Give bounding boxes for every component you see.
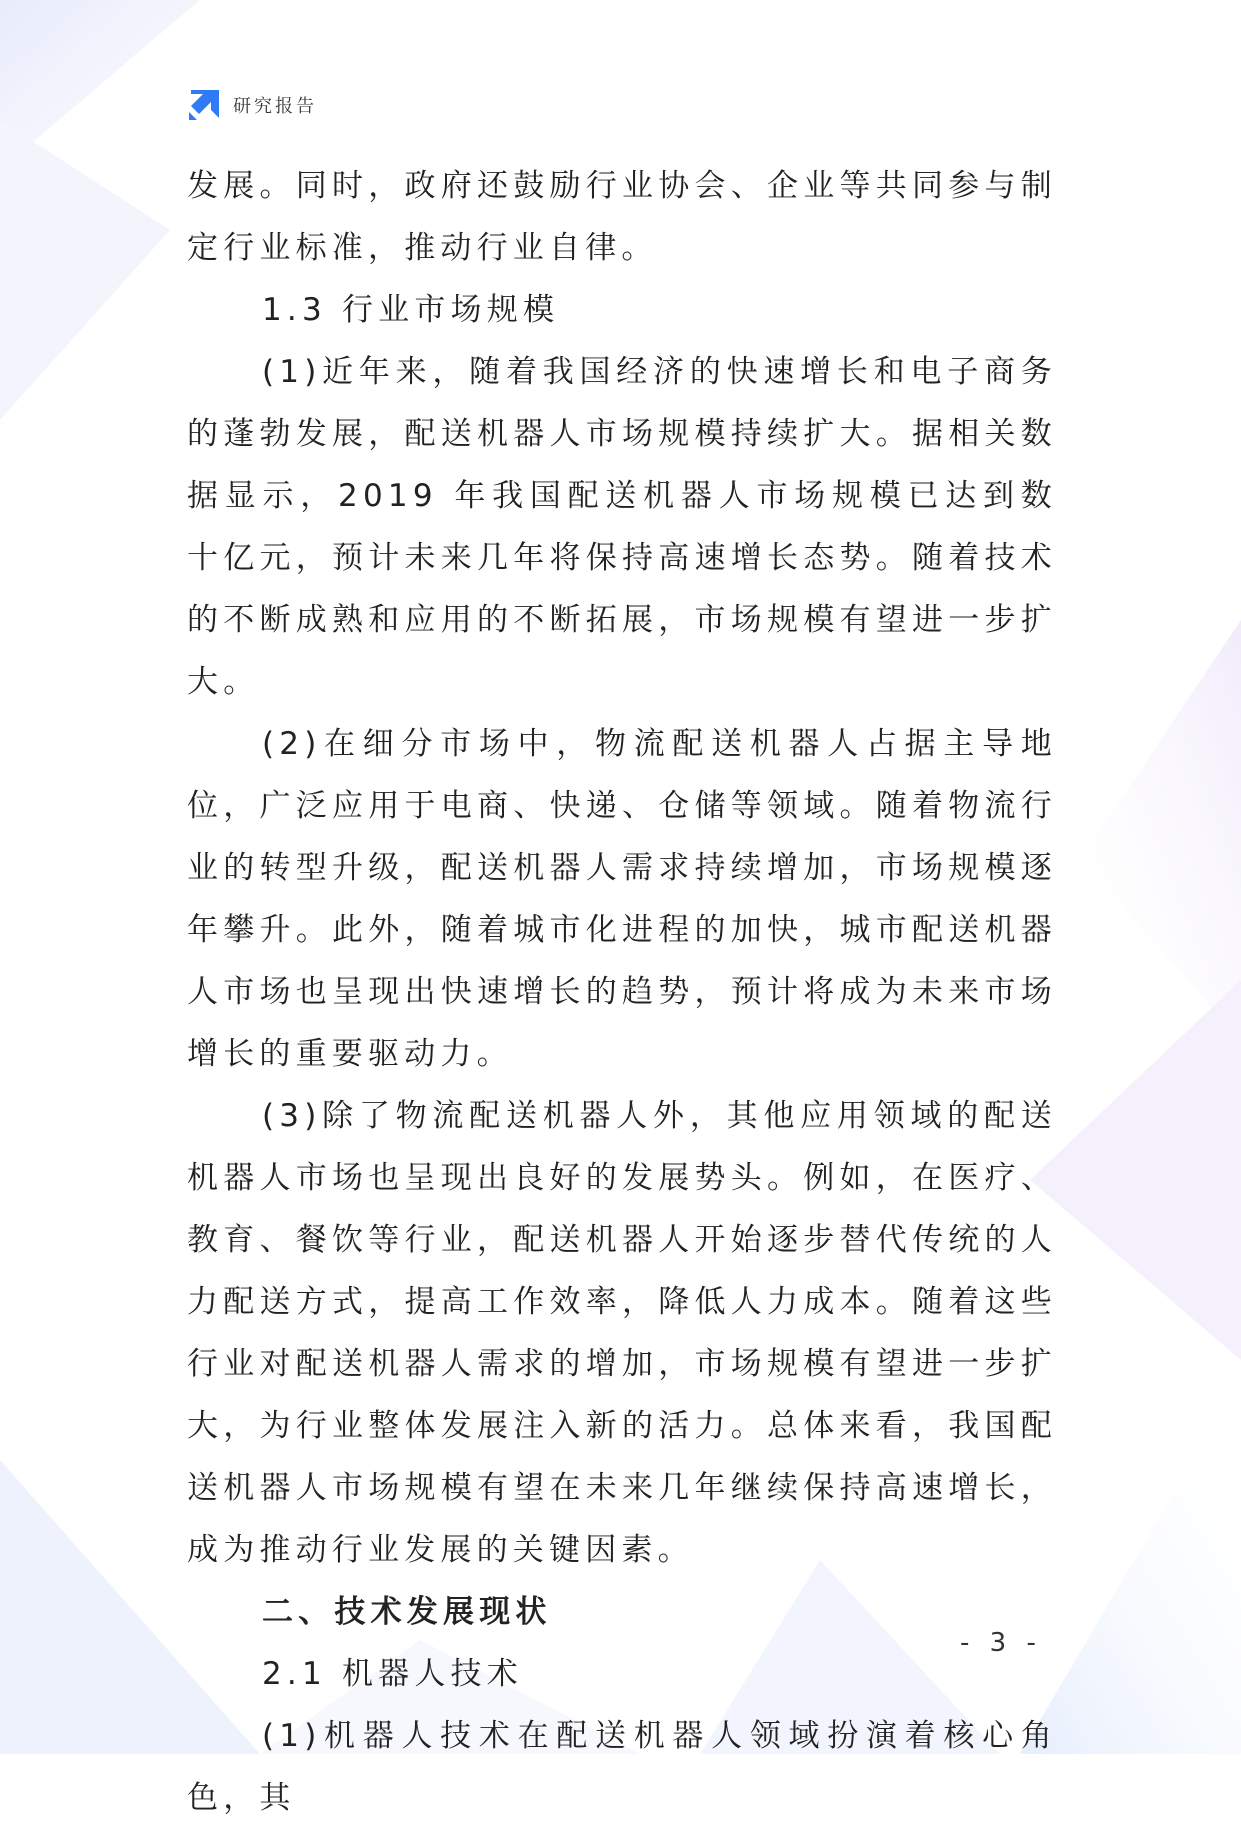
continued-paragraph: 发展。同时，政府还鼓励行业协会、企业等共同参与制定行业标准，推动行业自律。 xyxy=(187,168,1057,266)
section-heading-2-1: 2.1 机器人技术 xyxy=(262,1656,523,1692)
chapter-heading-2: 二、技术发展现状 xyxy=(262,1594,552,1630)
page-number: - 3 - xyxy=(960,1628,1042,1658)
paragraph-2: (2)在细分市场中，物流配送机器人占据主导地位，广泛应用于电商、快递、仓储等领域。随着物流行业的转型升级，配送机器人需求持续增加，市场规模逐年攀升。此外，随着城市化进程的加快，城市配送机器人市场也呈现出快速增长的趋势，预计将成为未来市场增长的重要驱动力。 xyxy=(187,726,1057,1072)
paragraph-1: (1)近年来，随着我国经济的快速增长和电子商务的蓬勃发展，配送机器人市场规模持续扩大。据相关数据显示，2019 年我国配送机器人市场规模已达到数十亿元，预计未来几年将保持高速增长态势。随着技术的不断成熟和应用的不断拓展，市场规模有望进一步扩大。 xyxy=(187,354,1057,700)
report-header xyxy=(187,88,317,122)
document-body xyxy=(187,155,1057,1829)
arrow-up-right-icon xyxy=(187,88,221,122)
paragraph-4: (1)机器人技术在配送机器人领域扮演着核心角色，其 xyxy=(187,1718,1057,1816)
paragraph-3: (3)除了物流配送机器人外，其他应用领域的配送机器人市场也呈现出良好的发展势头。例如，在医疗、教育、餐饮等行业，配送机器人开始逐步替代传统的人力配送方式，提高工作效率，降低人力成本。随着这些行业对配送机器人需求的增加，市场规模有望进一步扩大，为行业整体发展注入新的活力。总体来看，我国配送机器人市场规模有望在未来几年继续保持高速增长，成为推动行业发展的关键因素。 xyxy=(187,1098,1057,1568)
header-title: 研究报告 xyxy=(233,96,317,117)
section-heading-1-3: 1.3 行业市场规模 xyxy=(262,292,560,328)
